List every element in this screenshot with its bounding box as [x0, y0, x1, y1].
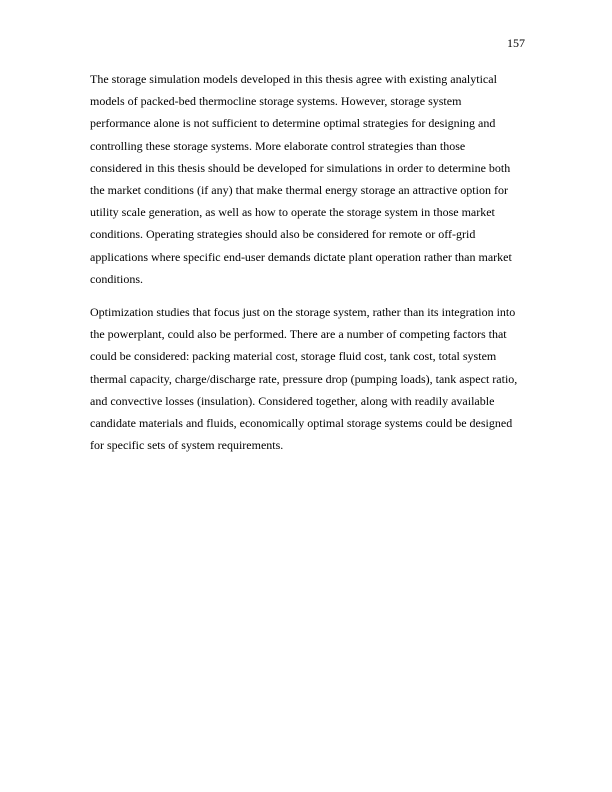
text-line: performance alone is not sufficient to determine optimal strategies for designing and	[90, 116, 496, 131]
text-line: considered in this thesis should be developed for simulations in order to determine both	[90, 160, 511, 175]
text-line: the market conditions (if any) that make thermal energy storage an attractive option for	[90, 183, 508, 198]
text-line: conditions.	[90, 271, 143, 286]
text-line: and convective losses (insulation). Considered together, along with readily available	[90, 393, 495, 408]
paragraph-future-control-strategies	[90, 68, 530, 290]
text-line: Optimization studies that focus just on the storage system, rather than its integration into	[90, 305, 516, 319]
text-line: models of packed-bed thermocline storage systems. However, storage system	[90, 94, 462, 109]
text-line: conditions. Operating strategies should also be considered for remote or off-grid	[90, 227, 476, 242]
text-line: The storage simulation models developed in this thesis agree with existing analytical	[90, 72, 497, 86]
page-number: 157	[507, 36, 525, 50]
text-line: for specific sets of system requirements.	[90, 438, 284, 453]
text-line: could be considered: packing material cost, storage fluid cost, tank cost, total system	[90, 349, 497, 364]
text-line: thermal capacity, charge/discharge rate, pressure drop (pumping loads), tank aspect ratio,	[90, 371, 518, 386]
text-line: applications where specific end-user demands dictate plant operation rather than market	[90, 249, 512, 264]
text-line: candidate materials and fluids, economically optimal storage systems could be designed	[90, 416, 513, 431]
paragraph-optimization-studies	[90, 301, 530, 456]
text-line: controlling these storage systems. More elaborate control strategies than those	[90, 138, 466, 153]
text-line: utility scale generation, as well as how to operate the storage system in those market	[90, 205, 495, 220]
text-line: the powerplant, could also be performed. There are a number of competing factors that	[90, 327, 507, 342]
